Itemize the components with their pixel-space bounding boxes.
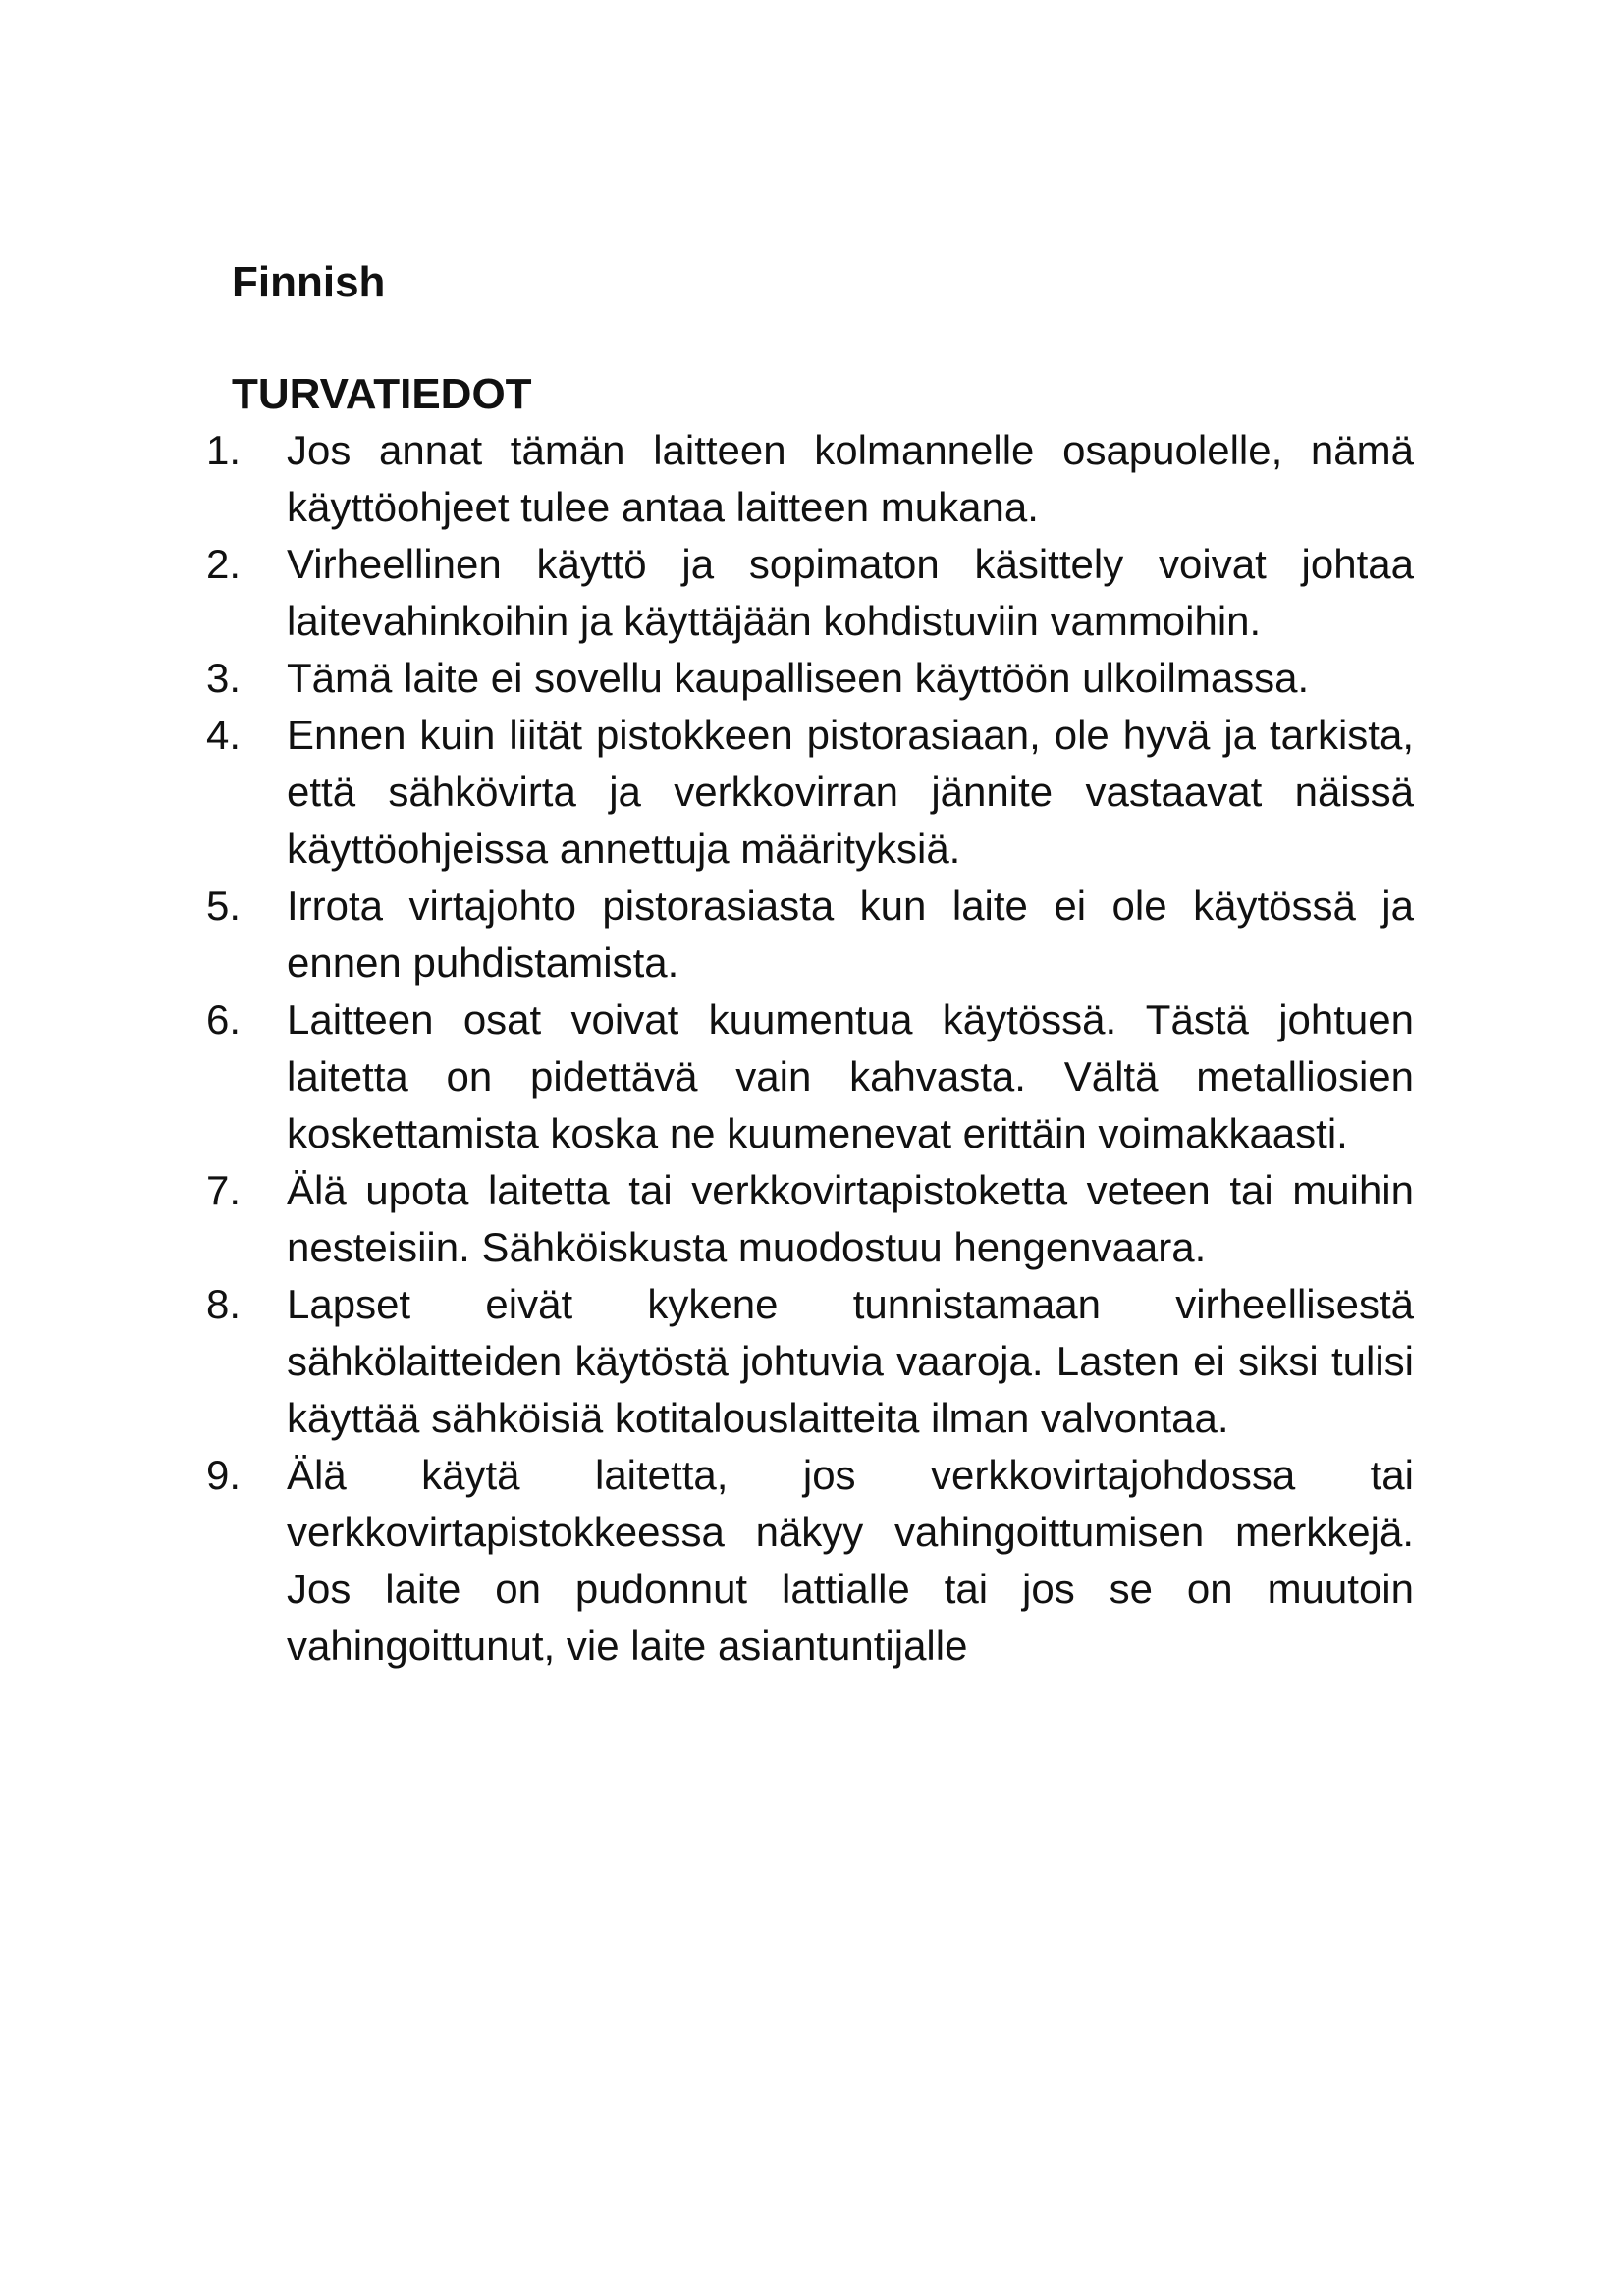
- list-item-number: 2.: [206, 541, 242, 587]
- list-item-number: 8.: [206, 1281, 242, 1327]
- list-item: [206, 707, 1414, 878]
- list-item-number: 5.: [206, 882, 242, 929]
- list-item-number: 4.: [206, 712, 242, 758]
- safety-list: [206, 422, 1414, 1675]
- list-item-text: Älä käytä laitetta, jos verkkovirtajohdossa tai verkkovirtapistokkeessa näkyy vahingoittumisen merkkejä. Jos laite on pudonnut lattialle tai jos se on muutoin vahingoittunut, vie laite asiantuntijalle: [287, 1452, 1414, 1669]
- list-item: [206, 991, 1414, 1162]
- language-label: Finnish: [232, 258, 386, 306]
- list-item-text: Tämä laite ei sovellu kaupalliseen käyttöön ulkoilmassa.: [287, 655, 1310, 701]
- list-item-text: Ennen kuin liität pistokkeen pistorasiaan, ole hyvä ja tarkista, että sähkövirta ja verkkovirran jännite vastaavat näissä käyttöohjeissa annettuja määrityksiä.: [287, 712, 1414, 872]
- list-item-number: 3.: [206, 655, 242, 701]
- list-item: [206, 536, 1414, 650]
- list-item-text: Virheellinen käyttö ja sopimaton käsittely voivat johtaa laitevahinkoihin ja käyttäjään kohdistuviin vammoihin.: [287, 541, 1414, 644]
- list-item: [206, 878, 1414, 991]
- list-item-number: 1.: [206, 427, 242, 473]
- list-item-text: Laitteen osat voivat kuumentua käytössä. Tästä johtuen laitetta on pidettävä vain kahvasta. Vältä metalliosien koskettamista koska ne kuumenevat erittäin voimakkaasti.: [287, 996, 1414, 1156]
- list-item-text: Irrota virtajohto pistorasiasta kun laite ei ole käytössä ja ennen puhdistamista.: [287, 882, 1414, 986]
- list-item-text: Lapset eivät kykene tunnistamaan virheellisestä sähkölaitteiden käytöstä johtuvia vaaroja. Lasten ei siksi tulisi käyttää sähköisiä kotitalouslaitteita ilman valvontaa.: [287, 1281, 1414, 1441]
- list-item: [206, 1447, 1414, 1675]
- list-item-number: 9.: [206, 1452, 242, 1498]
- list-item-text: Älä upota laitetta tai verkkovirtapistoketta veteen tai muihin nesteisiin. Sähköiskusta muodostuu hengenvaara.: [287, 1167, 1414, 1270]
- list-item: [206, 650, 1414, 707]
- list-item-number: 6.: [206, 996, 242, 1042]
- section-heading: TURVATIEDOT: [232, 370, 532, 418]
- list-item-number: 7.: [206, 1167, 242, 1213]
- list-item: [206, 1162, 1414, 1276]
- list-item: [206, 422, 1414, 536]
- list-item-text: Jos annat tämän laitteen kolmannelle osapuolelle, nämä käyttöohjeet tulee antaa laitteen mukana.: [287, 427, 1414, 530]
- list-item: [206, 1276, 1414, 1447]
